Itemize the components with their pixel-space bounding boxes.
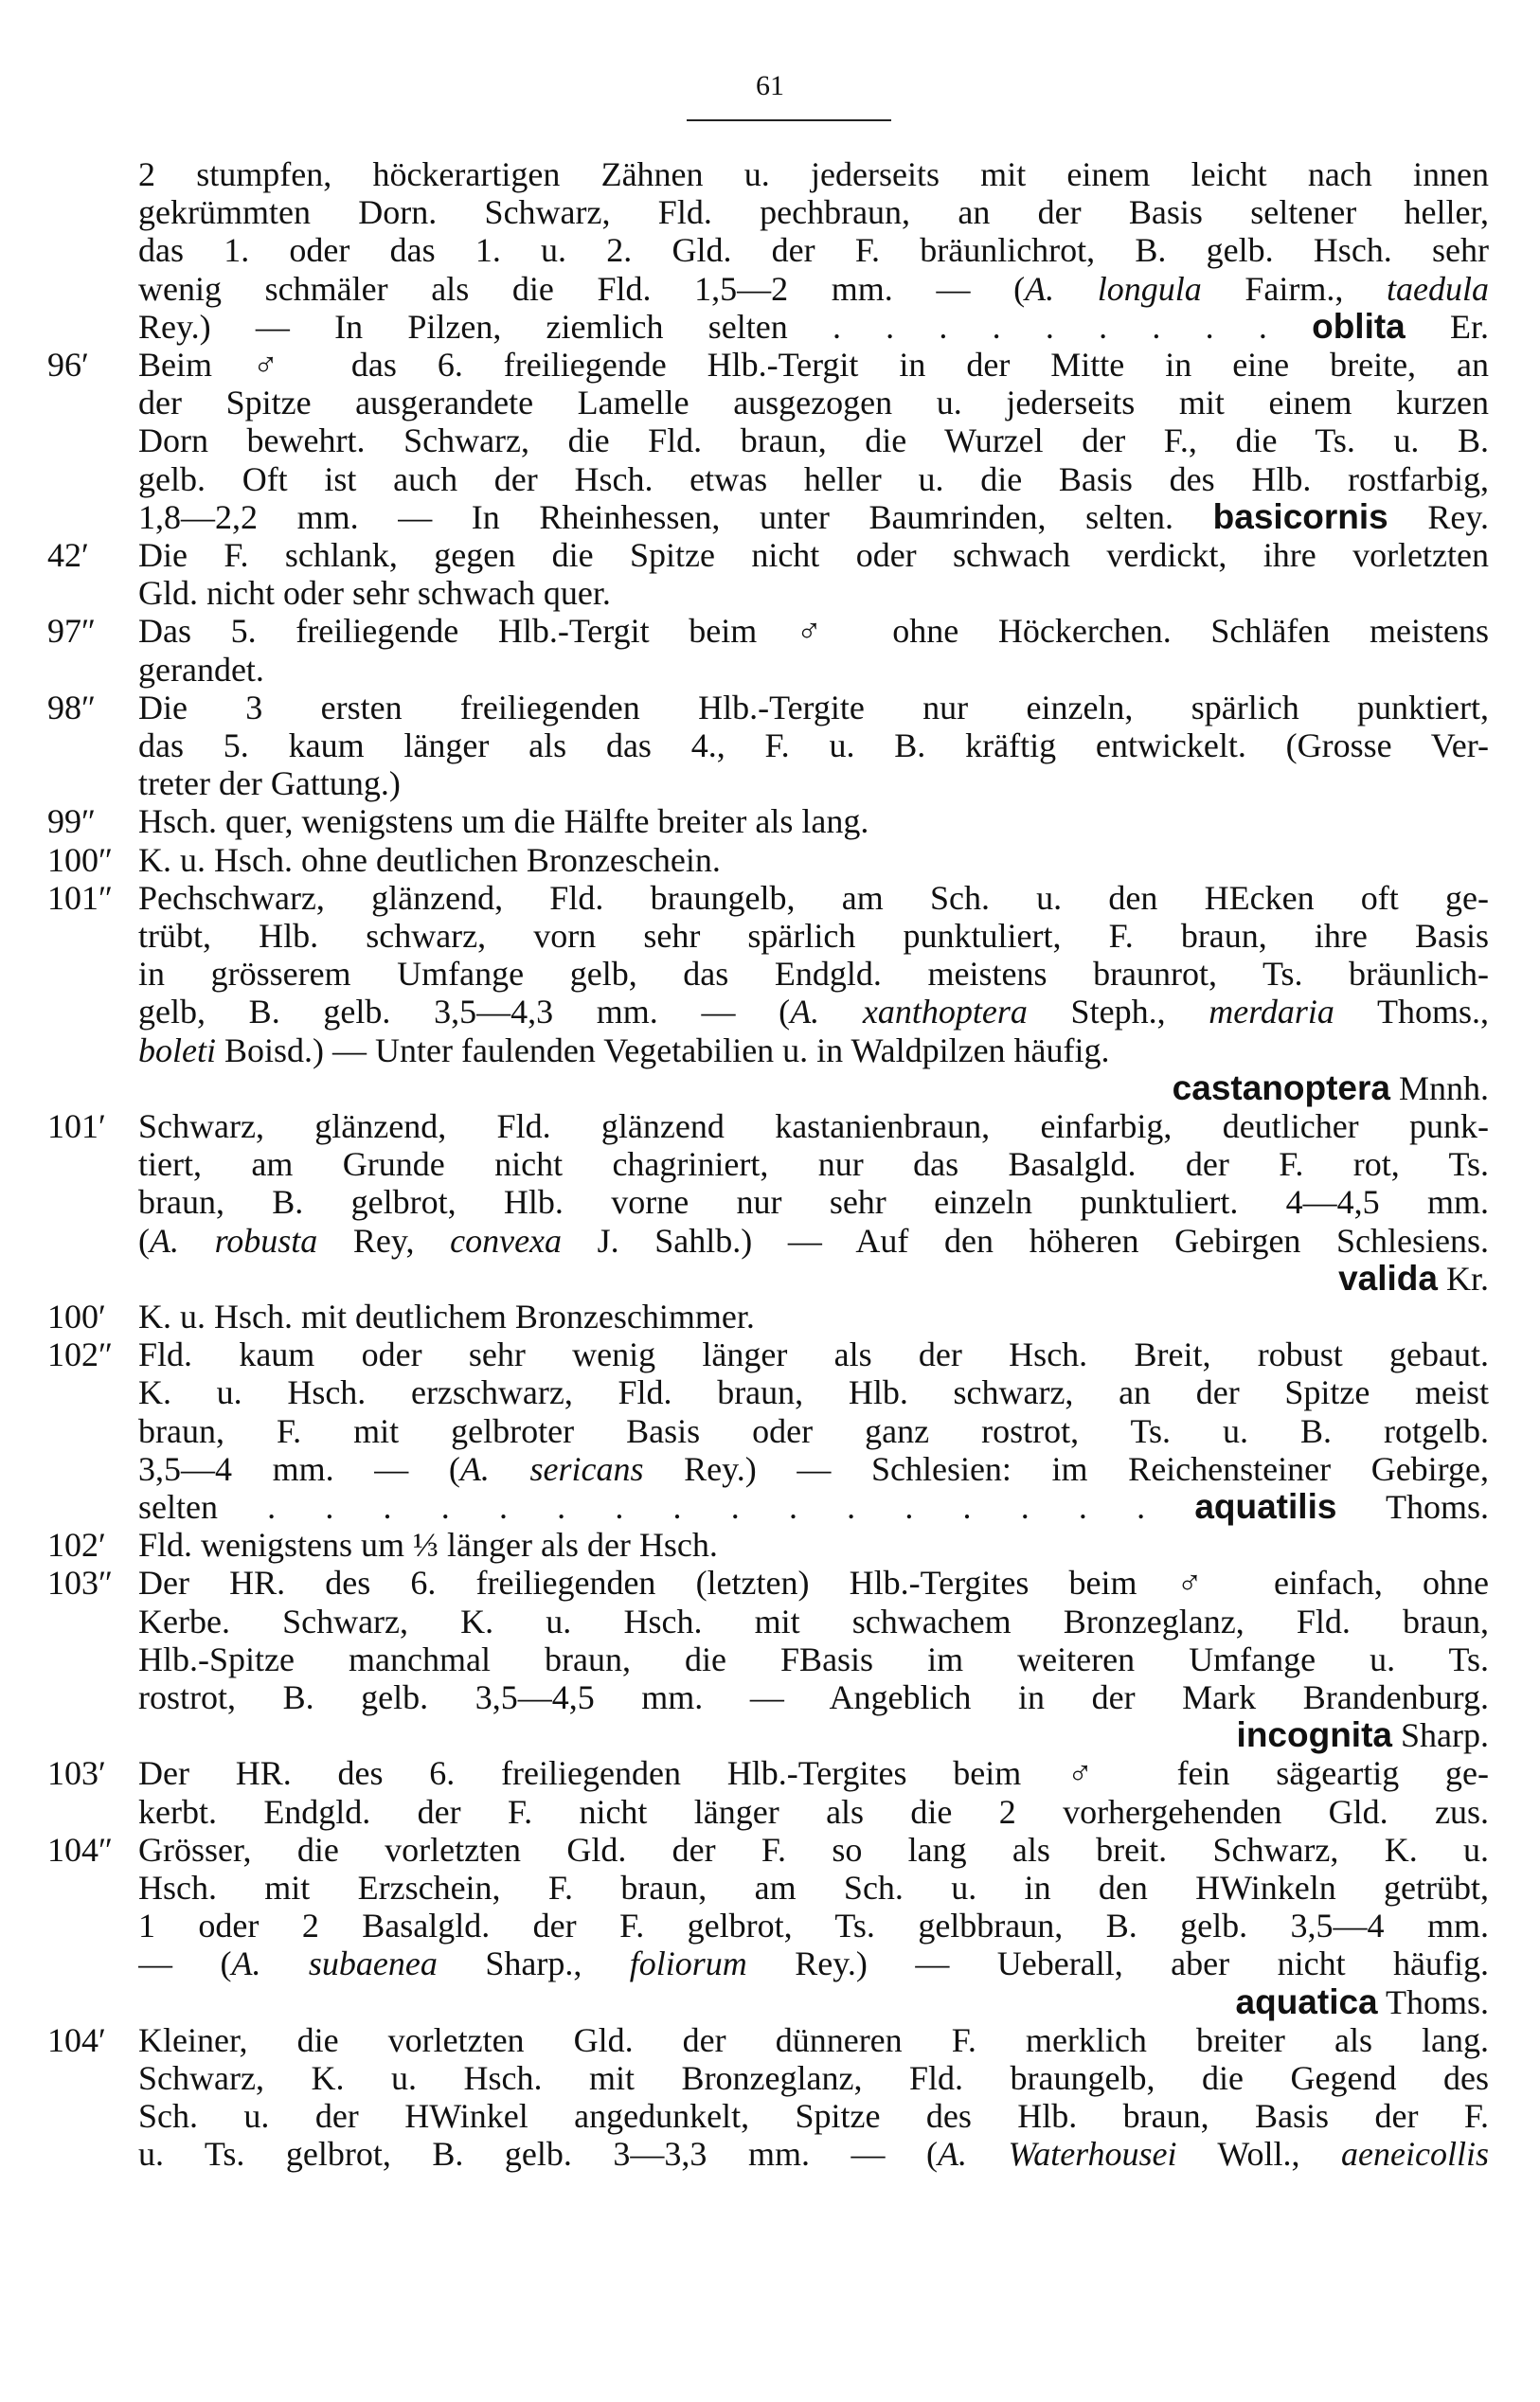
text-line: [138, 2133, 1489, 2175]
text-line: [47, 839, 1489, 881]
text-run: Fld. wenigstens um ⅓ länger als der Hsch.: [138, 1526, 718, 1564]
text-run: rostrot, B. gelb. 3,5—4,5 mm. — Angeblich in der Mark Brandenburg.: [138, 1678, 1489, 1716]
couplet-number: 98″: [47, 689, 96, 726]
text-run: gekrümmten Dorn. Schwarz, Fld. pechbraun, an der Basis seltener heller,: [138, 193, 1489, 231]
text-run: Rey.: [1388, 498, 1489, 536]
text-run: Die 3 ersten freiliegenden Hlb.-Tergite nur einzeln, spärlich punktiert,: [138, 689, 1489, 726]
text-line: [138, 1030, 1489, 1071]
taxon-synonym: merdaria: [1209, 993, 1334, 1031]
text-run: 1,8—2,2 mm. — In Rheinhessen, unter Baumrinden, selten.: [138, 498, 1213, 536]
text-line: [138, 1181, 1489, 1223]
couplet-number: 96′: [47, 346, 89, 384]
taxon-synonym: boleti: [138, 1031, 216, 1069]
text-run: Thoms.: [1336, 1488, 1489, 1526]
taxon-synonym: A. longula: [1025, 270, 1202, 308]
text-line: [47, 877, 1489, 919]
text-line: [138, 1981, 1489, 2023]
species-name: aquatica: [1235, 1982, 1378, 2021]
couplet-number: 101″: [47, 879, 113, 917]
taxon-synonym: A. Waterhousei: [938, 2135, 1177, 2173]
text-line: [138, 1258, 1489, 1300]
text-run: Kleiner, die vorletzten Gld. der dünneren F. merklich breiter als lang.: [138, 2021, 1489, 2059]
taxon-synonym: A. robusta: [150, 1222, 318, 1260]
text-run: gelb. Oft ist auch der Hsch. etwas heller u. die Basis des Hlb. rostfarbig,: [138, 460, 1489, 498]
text-line: [138, 1905, 1489, 1946]
text-run: Pechschwarz, glänzend, Fld. braungelb, am Sch. u. den HEcken oft ge-: [138, 879, 1489, 917]
text-run: Sch. u. der HWinkel angedunkelt, Spitze des Hlb. braun, Basis der F.: [138, 2097, 1489, 2135]
text-line: [47, 1296, 1489, 1337]
species-name: incognita: [1236, 1715, 1392, 1754]
taxon-synonym: aeneicollis: [1341, 2135, 1489, 2173]
text-run: 3,5—4 mm. — (: [138, 1450, 460, 1488]
text-run: Gld. nicht oder sehr schwach quer.: [138, 574, 611, 612]
text-run: der Spitze ausgerandete Lamelle ausgezogen u. jederseits mit einem kurzen: [138, 384, 1489, 421]
couplet-number: 97″: [47, 612, 96, 650]
species-name: basicornis: [1212, 497, 1388, 536]
text-line: [47, 687, 1489, 728]
text-run: Rey.) — Schlesien: im Reichensteiner Gebirge,: [643, 1450, 1489, 1488]
text-run: Der HR. des 6. freiliegenden Hlb.-Tergites beim ♂ fein sägeartig ge-: [138, 1754, 1489, 1792]
text-run: Fairm.,: [1201, 270, 1388, 308]
text-run: gelb, B. gelb. 3,5—4,3 mm. — (: [138, 993, 791, 1031]
text-run: das 1. oder das 1. u. 2. Gld. der F. bräunlichrot, B. gelb. Hsch. sehr: [138, 231, 1489, 269]
taxon-synonym: A. sericans: [459, 1450, 644, 1488]
text-run: Fld. kaum oder sehr wenig länger als der Hsch. Breit, robust gebaut.: [138, 1335, 1489, 1373]
text-line: [47, 1752, 1489, 1794]
text-line: [138, 496, 1489, 538]
text-run: Kerbe. Schwarz, K. u. Hsch. mit schwachem Bronzeglanz, Fld. braun,: [138, 1603, 1489, 1640]
text-run: tiert, am Grunde nicht chagriniert, nur das Basalgld. der F. rot, Ts.: [138, 1145, 1489, 1183]
text-run: Schwarz, K. u. Hsch. mit Bronzeglanz, Fld. braungelb, die Gegend des: [138, 2059, 1489, 2097]
text-run: Rey.) — In Pilzen, ziemlich selten . . . . . . . . .: [138, 308, 1313, 346]
text-line: [138, 1791, 1489, 1833]
text-run: Rey.) — Ueberall, aber nicht häufig.: [746, 1945, 1489, 1982]
text-line: [138, 1220, 1489, 1262]
species-name: aquatilis: [1194, 1487, 1337, 1526]
text-line: [138, 953, 1489, 995]
text-run: u. Ts. gelbrot, B. gelb. 3—3,3 mm. — (: [138, 2135, 938, 2173]
taxon-synonym: foliorum: [629, 1945, 747, 1982]
text-line: [138, 1067, 1489, 1109]
text-run: K. u. Hsch. ohne deutlichen Bronzeschein.: [138, 841, 721, 879]
couplet-number: 102″: [47, 1335, 113, 1373]
text-run: Sharp.,: [437, 1945, 630, 1982]
taxon-synonym: convexa: [450, 1222, 563, 1260]
text-run: das 5. kaum länger als das 4., F. u. B. kräftig entwickelt. (Grosse Ver-: [138, 726, 1489, 764]
text-run: K. u. Hsch. erzschwarz, Fld. braun, Hlb. schwarz, an der Spitze meist: [138, 1373, 1489, 1411]
text-run: Hlb.-Spitze manchmal braun, die FBasis im weiteren Umfange u. Ts.: [138, 1640, 1489, 1678]
text-run: 2 stumpfen, höckerartigen Zähnen u. jederseits mit einem leicht nach innen: [138, 155, 1489, 193]
text-run: Thoms.: [1377, 1983, 1489, 2021]
couplet-number: 99″: [47, 802, 96, 840]
text-line: [47, 1334, 1489, 1375]
text-run: — (: [138, 1945, 232, 1982]
text-run: Sharp.: [1392, 1716, 1489, 1754]
text-run: Kr.: [1438, 1260, 1489, 1298]
text-line: [138, 1410, 1489, 1452]
text-line: [138, 762, 1489, 804]
text-line: [138, 915, 1489, 957]
couplet-number: 104′: [47, 2021, 106, 2059]
text-line: [47, 1105, 1489, 1147]
text-line: [138, 1676, 1489, 1718]
page-number: 61: [756, 70, 784, 101]
text-run: Thoms.,: [1334, 993, 1489, 1031]
text-run: Steph.,: [1027, 993, 1209, 1031]
text-run: Hsch. quer, wenigstens um die Hälfte breiter als lang.: [138, 802, 869, 840]
text-run: Dorn bewehrt. Schwarz, die Fld. braun, die Wurzel der F., die Ts. u. B.: [138, 421, 1489, 459]
text-line: [138, 229, 1489, 271]
text-line: [138, 268, 1489, 310]
text-line: [138, 725, 1489, 766]
text-line: [47, 1829, 1489, 1871]
text-line: [138, 991, 1489, 1032]
taxon-synonym: A. subaenea: [231, 1945, 438, 1982]
text-line: [138, 153, 1489, 195]
text-line: [138, 382, 1489, 423]
text-line: [138, 1601, 1489, 1642]
text-run: Die F. schlank, gegen die Spitze nicht oder schwach verdickt, ihre vorletzten: [138, 536, 1489, 574]
text-run: Hsch. mit Erzschein, F. braun, am Sch. u. in den HWinkeln getrübt,: [138, 1869, 1489, 1907]
text-run: Schwarz, glänzend, Fld. glänzend kastanienbraun, einfarbig, deutlicher punk-: [138, 1107, 1489, 1145]
couplet-number: 100′: [47, 1298, 106, 1335]
text-run: Das 5. freiliegende Hlb.-Tergit beim ♂ ohne Höckerchen. Schläfen meistens: [138, 612, 1489, 650]
text-line: [47, 344, 1489, 385]
taxon-synonym: taedula: [1387, 270, 1489, 308]
header-rule: [687, 119, 891, 121]
text-line: [138, 306, 1489, 348]
text-line: [138, 1371, 1489, 1413]
species-name: castanoptera: [1172, 1068, 1390, 1107]
text-line: [47, 1524, 1489, 1566]
text-line: [138, 1867, 1489, 1909]
text-run: braun, B. gelbrot, Hlb. vorne nur sehr einzeln punktuliert. 4—4,5 mm.: [138, 1183, 1489, 1221]
text-line: [138, 1448, 1489, 1490]
text-run: (: [138, 1222, 150, 1260]
text-run: 1 oder 2 Basalgld. der F. gelbrot, Ts. gelbbraun, B. gelb. 3,5—4 mm.: [138, 1907, 1489, 1945]
text-run: Grösser, die vorletzten Gld. der F. so lang als breit. Schwarz, K. u.: [138, 1831, 1489, 1869]
text-line: [138, 2095, 1489, 2137]
text-line: [138, 572, 1489, 614]
text-run: Er.: [1405, 308, 1489, 346]
text-line: [47, 1562, 1489, 1604]
couplet-number: 100″: [47, 841, 113, 879]
species-name: valida: [1338, 1259, 1438, 1298]
couplet-number: 102′: [47, 1526, 106, 1564]
text-run: J. Sahlb.) — Auf den höheren Gebirgen Schlesiens.: [562, 1222, 1489, 1260]
text-run: gerandet.: [138, 651, 264, 689]
text-line: [138, 458, 1489, 500]
text-line: [138, 1486, 1489, 1528]
text-run: in grösserem Umfange gelb, das Endgld. meistens braunrot, Ts. bräunlich-: [138, 955, 1489, 993]
text-run: trübt, Hlb. schwarz, vorn sehr spärlich punktuliert, F. braun, ihre Basis: [138, 917, 1489, 955]
text-run: treter der Gattung.): [138, 764, 401, 802]
text-line: [138, 1943, 1489, 1984]
text-run: Mnnh.: [1389, 1069, 1489, 1107]
text-run: selten . . . . . . . . . . . . . . . .: [138, 1488, 1195, 1526]
text-run: Woll.,: [1176, 2135, 1342, 2173]
text-line: [138, 2057, 1489, 2099]
couplet-number: 101′: [47, 1107, 106, 1145]
text-run: braun, F. mit gelbroter Basis oder ganz rostrot, Ts. u. B. rotgelb.: [138, 1412, 1489, 1450]
couplet-number: 104″: [47, 1831, 113, 1869]
text-run: Boisd.) — Unter faulenden Vegetabilien u. in Waldpilzen häufig.: [215, 1031, 1110, 1069]
text-run: kerbt. Endgld. der F. nicht länger als die 2 vorhergehenden Gld. zus.: [138, 1793, 1489, 1831]
couplet-number: 103′: [47, 1754, 106, 1792]
text-line: [47, 534, 1489, 576]
text-line: [47, 2019, 1489, 2061]
couplet-number: 103″: [47, 1564, 113, 1602]
text-run: Der HR. des 6. freiliegenden (letzten) Hlb.-Tergites beim ♂ einfach, ohne: [138, 1564, 1489, 1602]
text-line: [138, 1639, 1489, 1680]
text-run: Rey,: [317, 1222, 451, 1260]
text-run: K. u. Hsch. mit deutlichem Bronzeschimmer.: [138, 1298, 755, 1335]
taxon-synonym: A. xanthoptera: [790, 993, 1028, 1031]
text-line: [47, 610, 1489, 652]
text-line: [138, 420, 1489, 461]
text-run: wenig schmäler als die Fld. 1,5—2 mm. — (: [138, 270, 1026, 308]
text-line: [47, 800, 1489, 842]
text-run: Beim ♂ das 6. freiliegende Hlb.-Tergit in der Mitte in eine breite, an: [138, 346, 1489, 384]
text-line: [138, 1714, 1489, 1756]
species-name: oblita: [1312, 307, 1406, 346]
text-line: [138, 649, 1489, 690]
text-line: [138, 1143, 1489, 1185]
text-line: [138, 191, 1489, 233]
couplet-number: 42′: [47, 536, 89, 574]
